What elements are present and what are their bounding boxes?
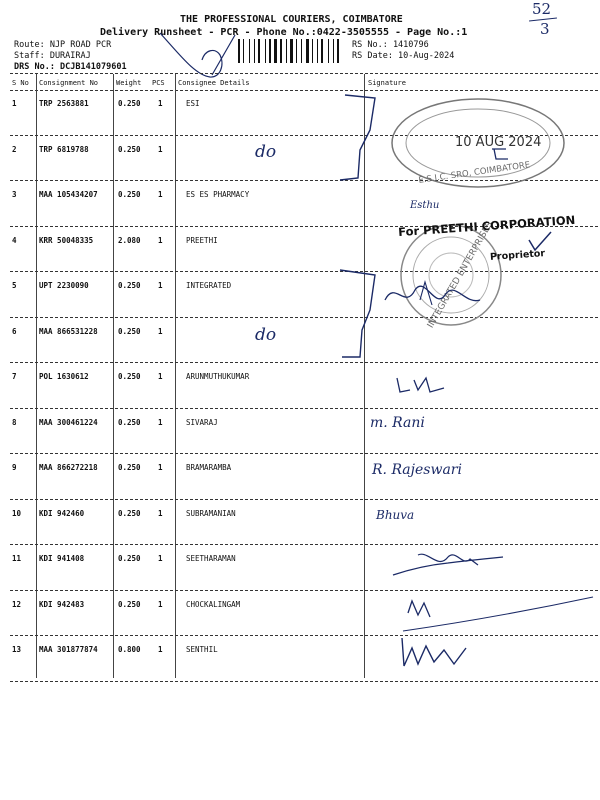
row-weight: 0.250 — [118, 326, 141, 336]
col-header-weight: Weight — [116, 79, 142, 87]
signature-row7 — [392, 370, 452, 400]
row-separator — [10, 271, 598, 272]
signature-esthu: Esthu — [410, 200, 440, 211]
header-pen-scribble — [150, 25, 240, 85]
ditto-mark: do — [255, 325, 277, 345]
row-sno: 7 — [12, 372, 17, 381]
row-consignment-no: POL 1630612 — [39, 372, 89, 381]
row-pcs: 1 — [158, 372, 163, 381]
row-consignment-no: KRR 50048335 — [39, 235, 94, 245]
signature-row13 — [394, 628, 494, 673]
row-consignment-no: KDI 941408 — [39, 554, 85, 563]
signature-row9: R. Rajeswari — [372, 462, 462, 478]
col-divider — [175, 74, 176, 678]
row-weight: 0.250 — [118, 372, 141, 381]
row-weight: 0.250 — [118, 99, 141, 108]
barcode — [238, 39, 346, 63]
date-stamp-org: E.S.I.C. SRO, COIMBATORE — [417, 160, 531, 186]
signature-row11 — [388, 545, 508, 585]
row-pcs: 1 — [158, 326, 163, 336]
row-separator — [10, 590, 598, 591]
row-consignment-no: TRP 2563881 — [39, 99, 89, 108]
row-consignment-no: KDI 942483 — [39, 599, 85, 609]
row-sno: 6 — [12, 326, 17, 336]
row-consignment-no: KDI 942460 — [39, 508, 85, 518]
col-header-consignee: Consignee Details — [178, 79, 250, 87]
row-consignment-no: UPT 2230090 — [39, 281, 89, 290]
row-sno: 9 — [12, 463, 17, 472]
col-header-signature: Signature — [368, 79, 406, 87]
company-role: Proprietor — [489, 248, 546, 263]
row-pcs: 1 — [158, 554, 163, 563]
row-consignee: SENTHIL — [186, 645, 218, 654]
row-consignee: INTEGRATED — [186, 281, 232, 290]
row-weight: 0.250 — [118, 281, 141, 290]
row-separator — [10, 453, 598, 454]
col-header-sno: S No — [12, 79, 29, 87]
row-sno: 11 — [12, 554, 22, 563]
row-sno: 3 — [12, 190, 17, 199]
round-stamp-text: INTEGRATED ENTERPRISES — [425, 220, 496, 330]
route-label: Route: NJP ROAD PCR — [14, 40, 112, 50]
row-consignee: ESI — [186, 99, 200, 108]
staff-label: Staff: DURAIRAJ — [14, 51, 91, 61]
row-weight: 2.080 — [118, 235, 141, 245]
row-pcs: 1 — [158, 190, 163, 199]
row-consignment-no: MAA 866531228 — [39, 326, 98, 336]
row-pcs: 1 — [158, 599, 163, 609]
col-header-consignment: Consignment No — [39, 79, 99, 87]
row-consignee: ARUNMUTHUKUMAR — [186, 372, 250, 381]
row-weight: 0.250 — [118, 463, 141, 472]
row-consignee: ES ES PHARMACY — [186, 190, 250, 199]
row-separator — [10, 408, 598, 409]
row-weight: 0.250 — [118, 417, 141, 427]
col-header-pcs: PCS — [152, 79, 165, 87]
row-pcs: 1 — [158, 281, 163, 290]
corner-handwritten-number — [532, 0, 551, 18]
rs-date: RS Date: 10-Aug-2024 — [352, 51, 455, 61]
row-separator — [10, 317, 598, 318]
row-pcs: 1 — [158, 645, 163, 654]
col-divider — [36, 74, 37, 678]
row-separator — [10, 681, 598, 682]
row-consignee: PREETHI — [186, 235, 218, 245]
document-title: THE PROFESSIONAL COURIERS, COIMBATORE — [180, 14, 403, 25]
bracket-mark — [330, 90, 390, 190]
row-pcs: 1 — [158, 235, 163, 245]
ditto-mark: do — [255, 142, 277, 162]
signature-row12 — [398, 593, 598, 633]
row-sno: 10 — [12, 508, 22, 518]
row-consignee: CHOCKALINGAM — [186, 599, 241, 609]
row-pcs: 1 — [158, 417, 163, 427]
row-weight: 0.250 — [118, 508, 141, 518]
row-sno: 1 — [12, 99, 17, 108]
row-consignee: BRAMARAMBA — [186, 463, 232, 472]
row-separator — [10, 499, 598, 500]
row-sno: 8 — [12, 417, 17, 427]
row-pcs: 1 — [158, 463, 163, 472]
header-bottom-rule — [10, 90, 598, 91]
signature-row5 — [380, 270, 490, 320]
row-weight: 0.250 — [118, 190, 141, 199]
row-pcs: 1 — [158, 99, 163, 108]
row-separator — [10, 362, 598, 363]
row-consignment-no: MAA 300461224 — [39, 417, 98, 427]
signature-row10: Bhuva — [376, 508, 415, 522]
row-separator — [10, 635, 598, 636]
row-sno: 5 — [12, 281, 17, 290]
row-pcs: 1 — [158, 508, 163, 518]
row-weight: 0.250 — [118, 144, 141, 154]
col-divider — [113, 74, 114, 678]
row-consignee: SEETHARAMAN — [186, 554, 236, 563]
row-weight: 0.250 — [118, 554, 141, 563]
header-top-rule — [10, 73, 598, 74]
document-subtitle: Delivery Runsheet - PCR - Phone No.:0422-3505555 - Page No.:1 — [100, 27, 468, 38]
date-stamp-initials — [488, 145, 528, 165]
row-consignment-no: MAA 866272218 — [39, 463, 98, 472]
row-consignment-no: TRP 6819788 — [39, 144, 89, 154]
row-sno: 2 — [12, 144, 17, 154]
corner-number-top: 52 — [532, 0, 552, 18]
row-weight: 0.800 — [118, 645, 141, 654]
signature-row8: m. Rani — [370, 415, 425, 431]
row-consignee: SUBRAMANIAN — [186, 508, 236, 518]
row-sno: 12 — [12, 599, 22, 609]
date-stamp-date: 10 AUG 2024 — [455, 135, 542, 150]
row-consignment-no: MAA 301877874 — [39, 645, 98, 654]
company-stamp: For PREETHI CORPORATION — [397, 212, 576, 240]
row-weight: 0.250 — [118, 599, 141, 609]
row-separator — [10, 544, 598, 545]
row-consignment-no: MAA 105434207 — [39, 190, 98, 199]
rs-number: RS No.: 1410796 — [352, 40, 429, 50]
row-sno: 4 — [12, 235, 17, 245]
row-sno: 13 — [12, 645, 22, 654]
corner-number-bottom: 3 — [540, 20, 550, 38]
row-consignee: SIVARAJ — [186, 417, 218, 427]
drs-number: DRS No.: DCJB141079601 — [14, 62, 127, 72]
row-pcs: 1 — [158, 144, 163, 154]
